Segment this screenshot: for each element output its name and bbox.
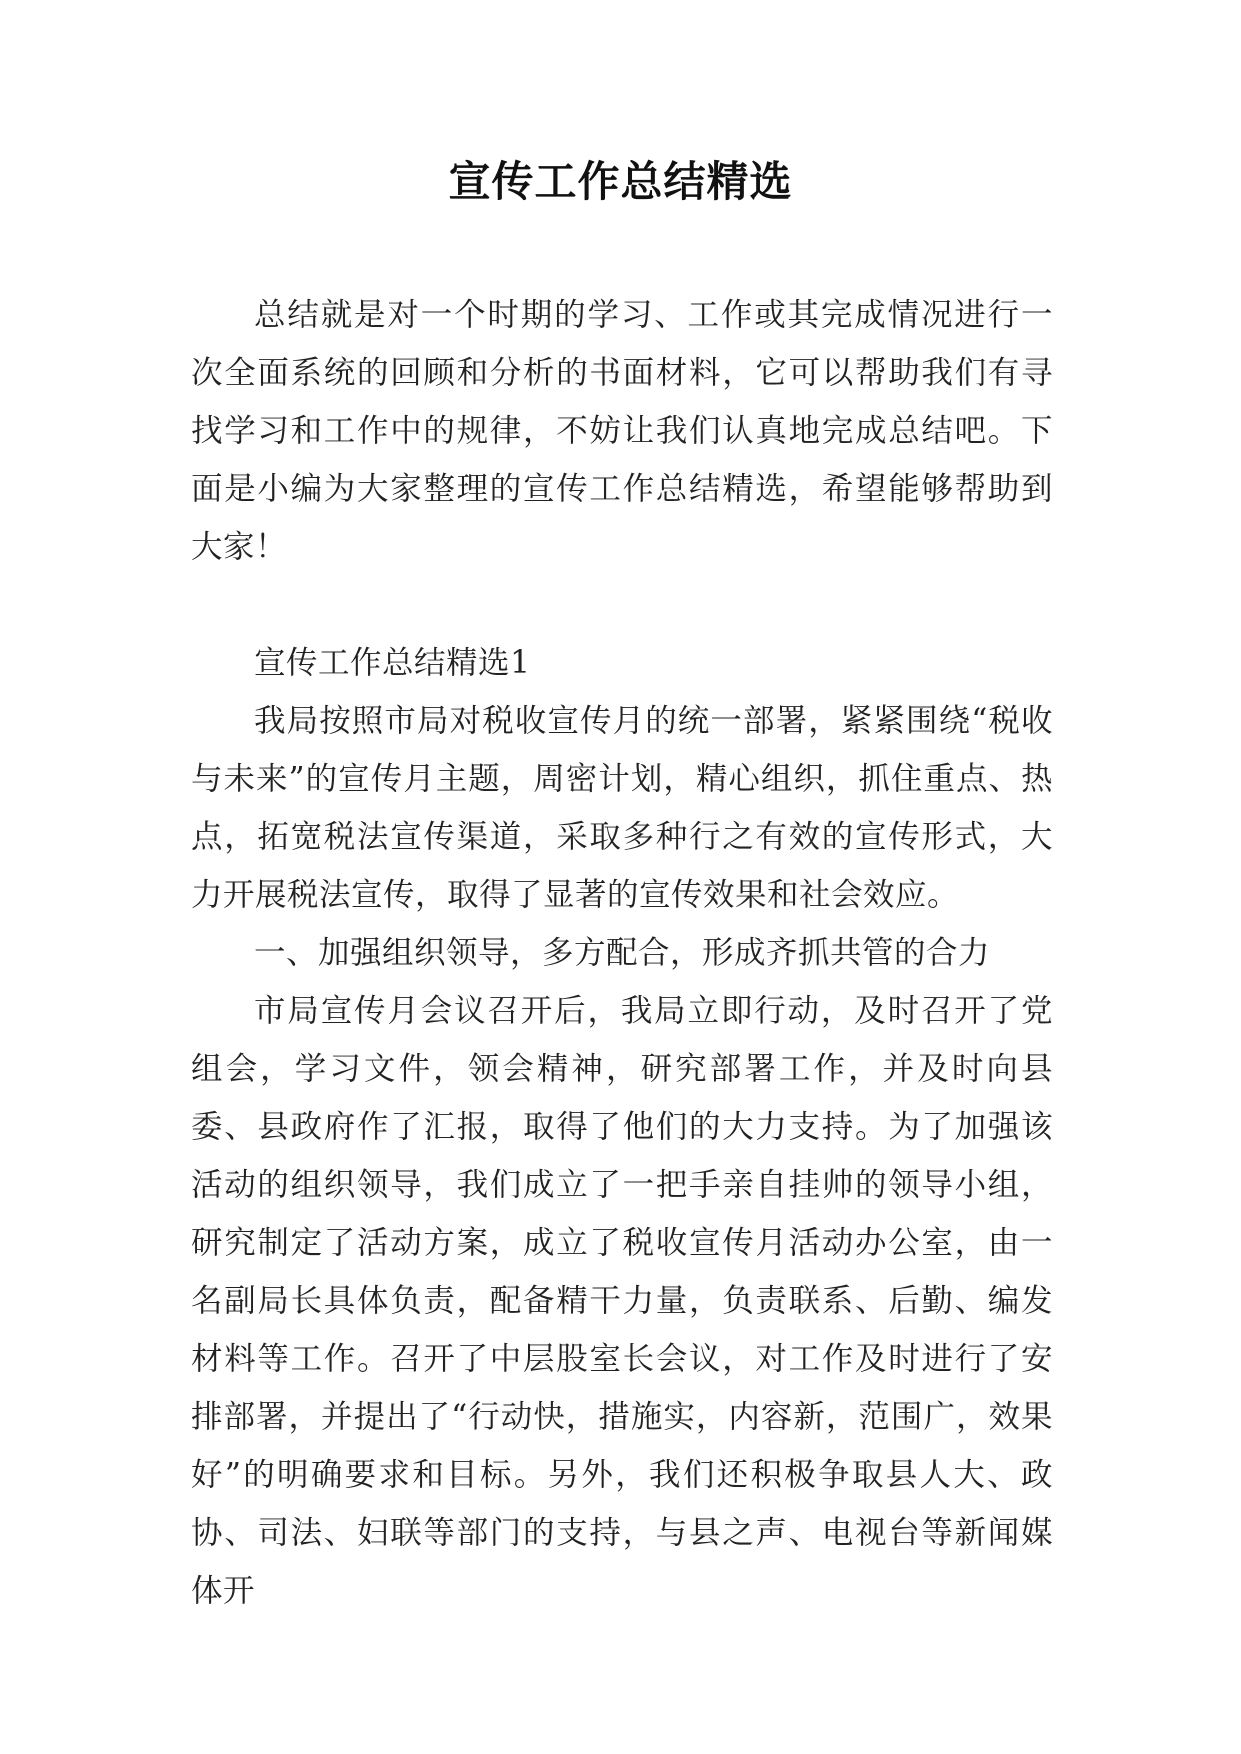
body-paragraph: 我局按照市局对税收宣传月的统一部署，紧紧围绕“税收与未来”的宣传月主题，周密计划，精心组织，抓住重点、热点，拓宽税法宣传渠道，采取多种行之有效的宣传形式，大力开展税法宣传，取得了显著的宣传效果和社会效应。	[191, 703, 1053, 913]
intro-block	[191, 286, 1053, 576]
section-heading: 宣传工作总结精选1	[254, 645, 531, 681]
body-paragraph: 市局宣传月会议召开后，我局立即行动，及时召开了党组会，学习文件，领会精神，研究部署工作，并及时向县委、县政府作了汇报，取得了他们的大力支持。为了加强该活动的组织领导，我们成立了一把手亲自挂帅的领导小组，研究制定了活动方案，成立了税收宣传月活动办公室，由一名副局长具体负责，配备精干力量，负责联系、后勤、编发材料等工作。召开了中层股室长会议，对工作及时进行了安排部署，并提出了“行动快，措施实，内容新，范围广，效果好”的明确要求和目标。另外，我们还积极争取县人大、政协、司法、妇联等部门的支持，与县之声、电视台等新闻媒体开	[191, 993, 1053, 1609]
section-block	[191, 634, 1053, 1620]
document-title: 宣传工作总结精选	[448, 157, 793, 206]
subsection-heading: 一、加强组织领导，多方配合，形成齐抓共管的合力	[254, 935, 991, 971]
intro-paragraph: 总结就是对一个时期的学习、工作或其完成情况进行一次全面系统的回顾和分析的书面材料，它可以帮助我们有寻找学习和工作中的规律，不妨让我们认真地完成总结吧。下面是小编为大家整理的宣传工作总结精选，希望能够帮助到大家！	[191, 297, 1053, 565]
